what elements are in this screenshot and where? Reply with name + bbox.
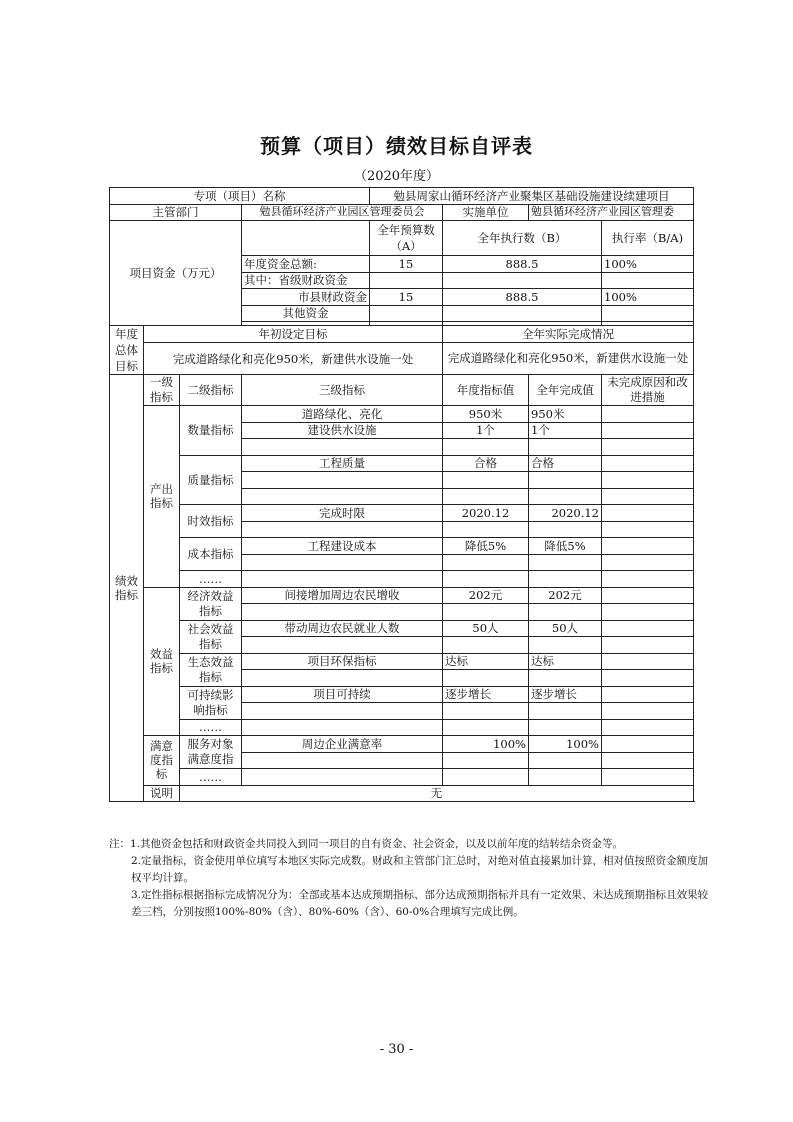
empty-cell: [443, 571, 529, 588]
ecological-label: 生态效益指标: [180, 653, 242, 686]
overall-initial-header: 年初设定目标: [144, 326, 443, 343]
indicator-done: 逐步增长: [529, 686, 602, 703]
empty-cell: [242, 604, 443, 621]
empty-cell: [529, 637, 602, 654]
quantity-label: 数量指标: [180, 406, 242, 456]
funds-row-b: 888.5: [443, 289, 602, 306]
indicator-done: 950米: [529, 406, 602, 423]
empty-cell: [443, 637, 529, 654]
empty-cell: [443, 670, 529, 687]
empty-cell: [602, 719, 694, 736]
quality-label: 质量指标: [180, 455, 242, 505]
empty-cell: [529, 554, 602, 571]
funds-row-b: [443, 305, 602, 322]
indicator-done: 达标: [529, 653, 602, 670]
funds-row-name: 其中：省级财政资金: [242, 272, 370, 289]
indicator-name: 带动周边农民就业人数: [242, 620, 443, 637]
empty-cell: [529, 439, 602, 456]
empty-cell: [602, 488, 694, 505]
indicator-done: 2020.12: [529, 505, 602, 522]
empty-cell: [602, 703, 694, 720]
indicator-name: 工程建设成本: [242, 538, 443, 555]
remark-value: 无: [180, 785, 694, 802]
empty-cell: [242, 752, 443, 769]
empty-cell: [242, 554, 443, 571]
empty-cell: [529, 472, 602, 489]
output-ellipsis: ……: [180, 571, 242, 588]
satisfaction-label: 满意度指标: [144, 736, 180, 786]
funds-row-a: [370, 305, 443, 322]
indicator-target: 1个: [443, 422, 529, 439]
service-label: 服务对象满意度指: [180, 736, 242, 769]
footnotes: [109, 836, 709, 921]
footnote: 注：1.其他资金包括和财政资金共同投入到同一项目的自有资金、社会资金，以及以前年度的结转结余资金等。: [109, 838, 624, 850]
impl-label: 实施单位: [443, 204, 529, 221]
perf-h2: 二级指标: [180, 375, 242, 406]
empty-cell: [602, 439, 694, 456]
funds-row-name: 市县财政资金: [242, 289, 370, 306]
empty-cell: [602, 554, 694, 571]
funds-col-b: 全年执行数（B）: [443, 221, 602, 256]
overall-actual-header: 全年实际完成情况: [443, 326, 694, 343]
indicator-target: 950米: [443, 406, 529, 423]
funds-row-a: 15: [370, 256, 443, 273]
indicator-target: 合格: [443, 455, 529, 472]
indicator-name: 工程质量: [242, 455, 443, 472]
indicator-target: 逐步增长: [443, 686, 529, 703]
empty-cell: [602, 571, 694, 588]
indicator-target: 202元: [443, 587, 529, 604]
indicator-name: 项目可持续: [242, 686, 443, 703]
empty-cell: [443, 488, 529, 505]
dept-value: 勉县循环经济产业园区管理委员会: [242, 204, 443, 221]
empty-cell: [529, 703, 602, 720]
benefit-label: 效益指标: [144, 587, 180, 736]
empty-cell: [529, 521, 602, 538]
empty-cell: [443, 703, 529, 720]
funds-row-rate: 100%: [602, 256, 694, 273]
empty-cell: [529, 719, 602, 736]
indicator-reason: [602, 455, 694, 472]
empty-cell: [529, 769, 602, 786]
indicator-reason: [602, 505, 694, 522]
empty-cell: [242, 472, 443, 489]
empty-cell: [242, 439, 443, 456]
empty-cell: [602, 521, 694, 538]
empty-cell: [443, 521, 529, 538]
evaluation-table: [109, 187, 694, 802]
funds-label: 项目资金（万元）: [110, 221, 242, 326]
satisfaction-ellipsis: ……: [180, 769, 242, 786]
empty-cell: [529, 571, 602, 588]
footnote: 3.定性指标根据指标完成情况分为：全部或基本达成预期指标、部分达成预期指标并具有一定效果、未达成预期指标且效果较差三档，分别按照100%-80%（含）、80%-60%（含）、60-0%合理填写完成比例。: [131, 889, 709, 918]
project-name-label: 专项（项目）名称: [110, 188, 370, 205]
indicator-target: 达标: [443, 653, 529, 670]
indicator-done: 1个: [529, 422, 602, 439]
indicator-done: 合格: [529, 455, 602, 472]
empty-cell: [242, 703, 443, 720]
indicator-name: 道路绿化、亮化: [242, 406, 443, 423]
funds-row-rate: 100%: [602, 289, 694, 306]
indicator-reason: [602, 686, 694, 703]
benefit-ellipsis: ……: [180, 719, 242, 736]
page-title: 预算（项目）绩效目标自评表: [260, 134, 533, 158]
indicator-target: 2020.12: [443, 505, 529, 522]
report-year: （2020年度）: [353, 169, 440, 184]
indicator-name: 项目环保指标: [242, 653, 443, 670]
funds-col-a: 全年预算数（A）: [370, 221, 443, 256]
empty-cell: [529, 488, 602, 505]
empty-cell: [443, 439, 529, 456]
indicator-reason: [602, 736, 694, 753]
funds-row-a: 15: [370, 289, 443, 306]
empty-cell: [242, 571, 443, 588]
indicator-target: 50人: [443, 620, 529, 637]
perf-h6: 未完成原因和改进措施: [602, 375, 694, 406]
economic-label: 经济效益指标: [180, 587, 242, 620]
indicator-name: 完成时限: [242, 505, 443, 522]
empty-cell: [602, 670, 694, 687]
empty-cell: [529, 604, 602, 621]
dept-label: 主管部门: [110, 204, 242, 221]
indicator-reason: [602, 587, 694, 604]
indicator-reason: [602, 538, 694, 555]
empty-cell: [443, 769, 529, 786]
funds-col-rate: 执行率（B/A): [602, 221, 694, 256]
empty-cell: [242, 670, 443, 687]
indicator-reason: [602, 620, 694, 637]
indicator-name: 周边企业满意率: [242, 736, 443, 753]
indicator-name: 建设供水设施: [242, 422, 443, 439]
empty-cell: [602, 472, 694, 489]
impl-value: 勉县循环经济产业园区管理委: [529, 204, 694, 221]
funds-row-a: [370, 272, 443, 289]
page-number: - 30 -: [379, 1042, 414, 1057]
social-label: 社会效益指标: [180, 620, 242, 653]
empty-cell: [443, 719, 529, 736]
perf-h3: 三级指标: [242, 375, 443, 406]
indicator-done: 202元: [529, 587, 602, 604]
sustainable-label: 可持续影响指标: [180, 686, 242, 719]
funds-row-name: 年度资金总额:: [242, 256, 370, 273]
empty-cell: [602, 752, 694, 769]
overall-actual: 完成道路绿化和亮化950米，新建供水设施一处: [443, 343, 694, 375]
funds-row-b: 888.5: [443, 256, 602, 273]
indicator-done: 100%: [529, 736, 602, 753]
indicator-done: 50人: [529, 620, 602, 637]
remark-label: 说明: [144, 785, 180, 802]
indicator-name: 间接增加周边农民增收: [242, 587, 443, 604]
empty-cell: [602, 769, 694, 786]
indicator-reason: [602, 653, 694, 670]
funds-row-rate: [602, 272, 694, 289]
project-name-value: 勉县周家山循环经济产业聚集区基础设施建设续建项目: [370, 188, 694, 205]
output-label: 产出指标: [144, 406, 180, 588]
empty-cell: [443, 752, 529, 769]
empty-cell: [602, 637, 694, 654]
empty-cell: [242, 637, 443, 654]
perf-h5: 全年完成值: [529, 375, 602, 406]
empty-cell: [443, 472, 529, 489]
indicator-target: 100%: [443, 736, 529, 753]
empty-cell: [529, 670, 602, 687]
footnote: 2.定量指标，资金使用单位填写本地区实际完成数。财政和主管部门汇总时，对绝对值直接累加计算，相对值按照资金额度加权平均计算。: [131, 855, 709, 884]
empty-cell: [242, 769, 443, 786]
empty-cell: [242, 488, 443, 505]
funds-row-rate: [602, 305, 694, 322]
empty-cell: [242, 521, 443, 538]
perf-label: 绩效指标: [110, 375, 144, 802]
cost-label: 成本指标: [180, 538, 242, 571]
empty-cell: [242, 719, 443, 736]
funds-row-name: 其他资金: [242, 305, 370, 322]
empty-cell: [529, 752, 602, 769]
perf-h4: 年度指标值: [443, 375, 529, 406]
indicator-done: 降低5%: [529, 538, 602, 555]
overall-initial: 完成道路绿化和亮化950米，新建供水设施一处: [144, 343, 443, 375]
empty-cell: [443, 554, 529, 571]
indicator-reason: [602, 422, 694, 439]
timeliness-label: 时效指标: [180, 505, 242, 538]
indicator-reason: [602, 406, 694, 423]
empty-cell: [443, 604, 529, 621]
funds-row-b: [443, 272, 602, 289]
funds-blank-header: [242, 221, 370, 256]
empty-cell: [602, 604, 694, 621]
indicator-target: 降低5%: [443, 538, 529, 555]
perf-h1: 一级指标: [144, 375, 180, 406]
overall-label: 年度总体目标: [110, 326, 144, 375]
